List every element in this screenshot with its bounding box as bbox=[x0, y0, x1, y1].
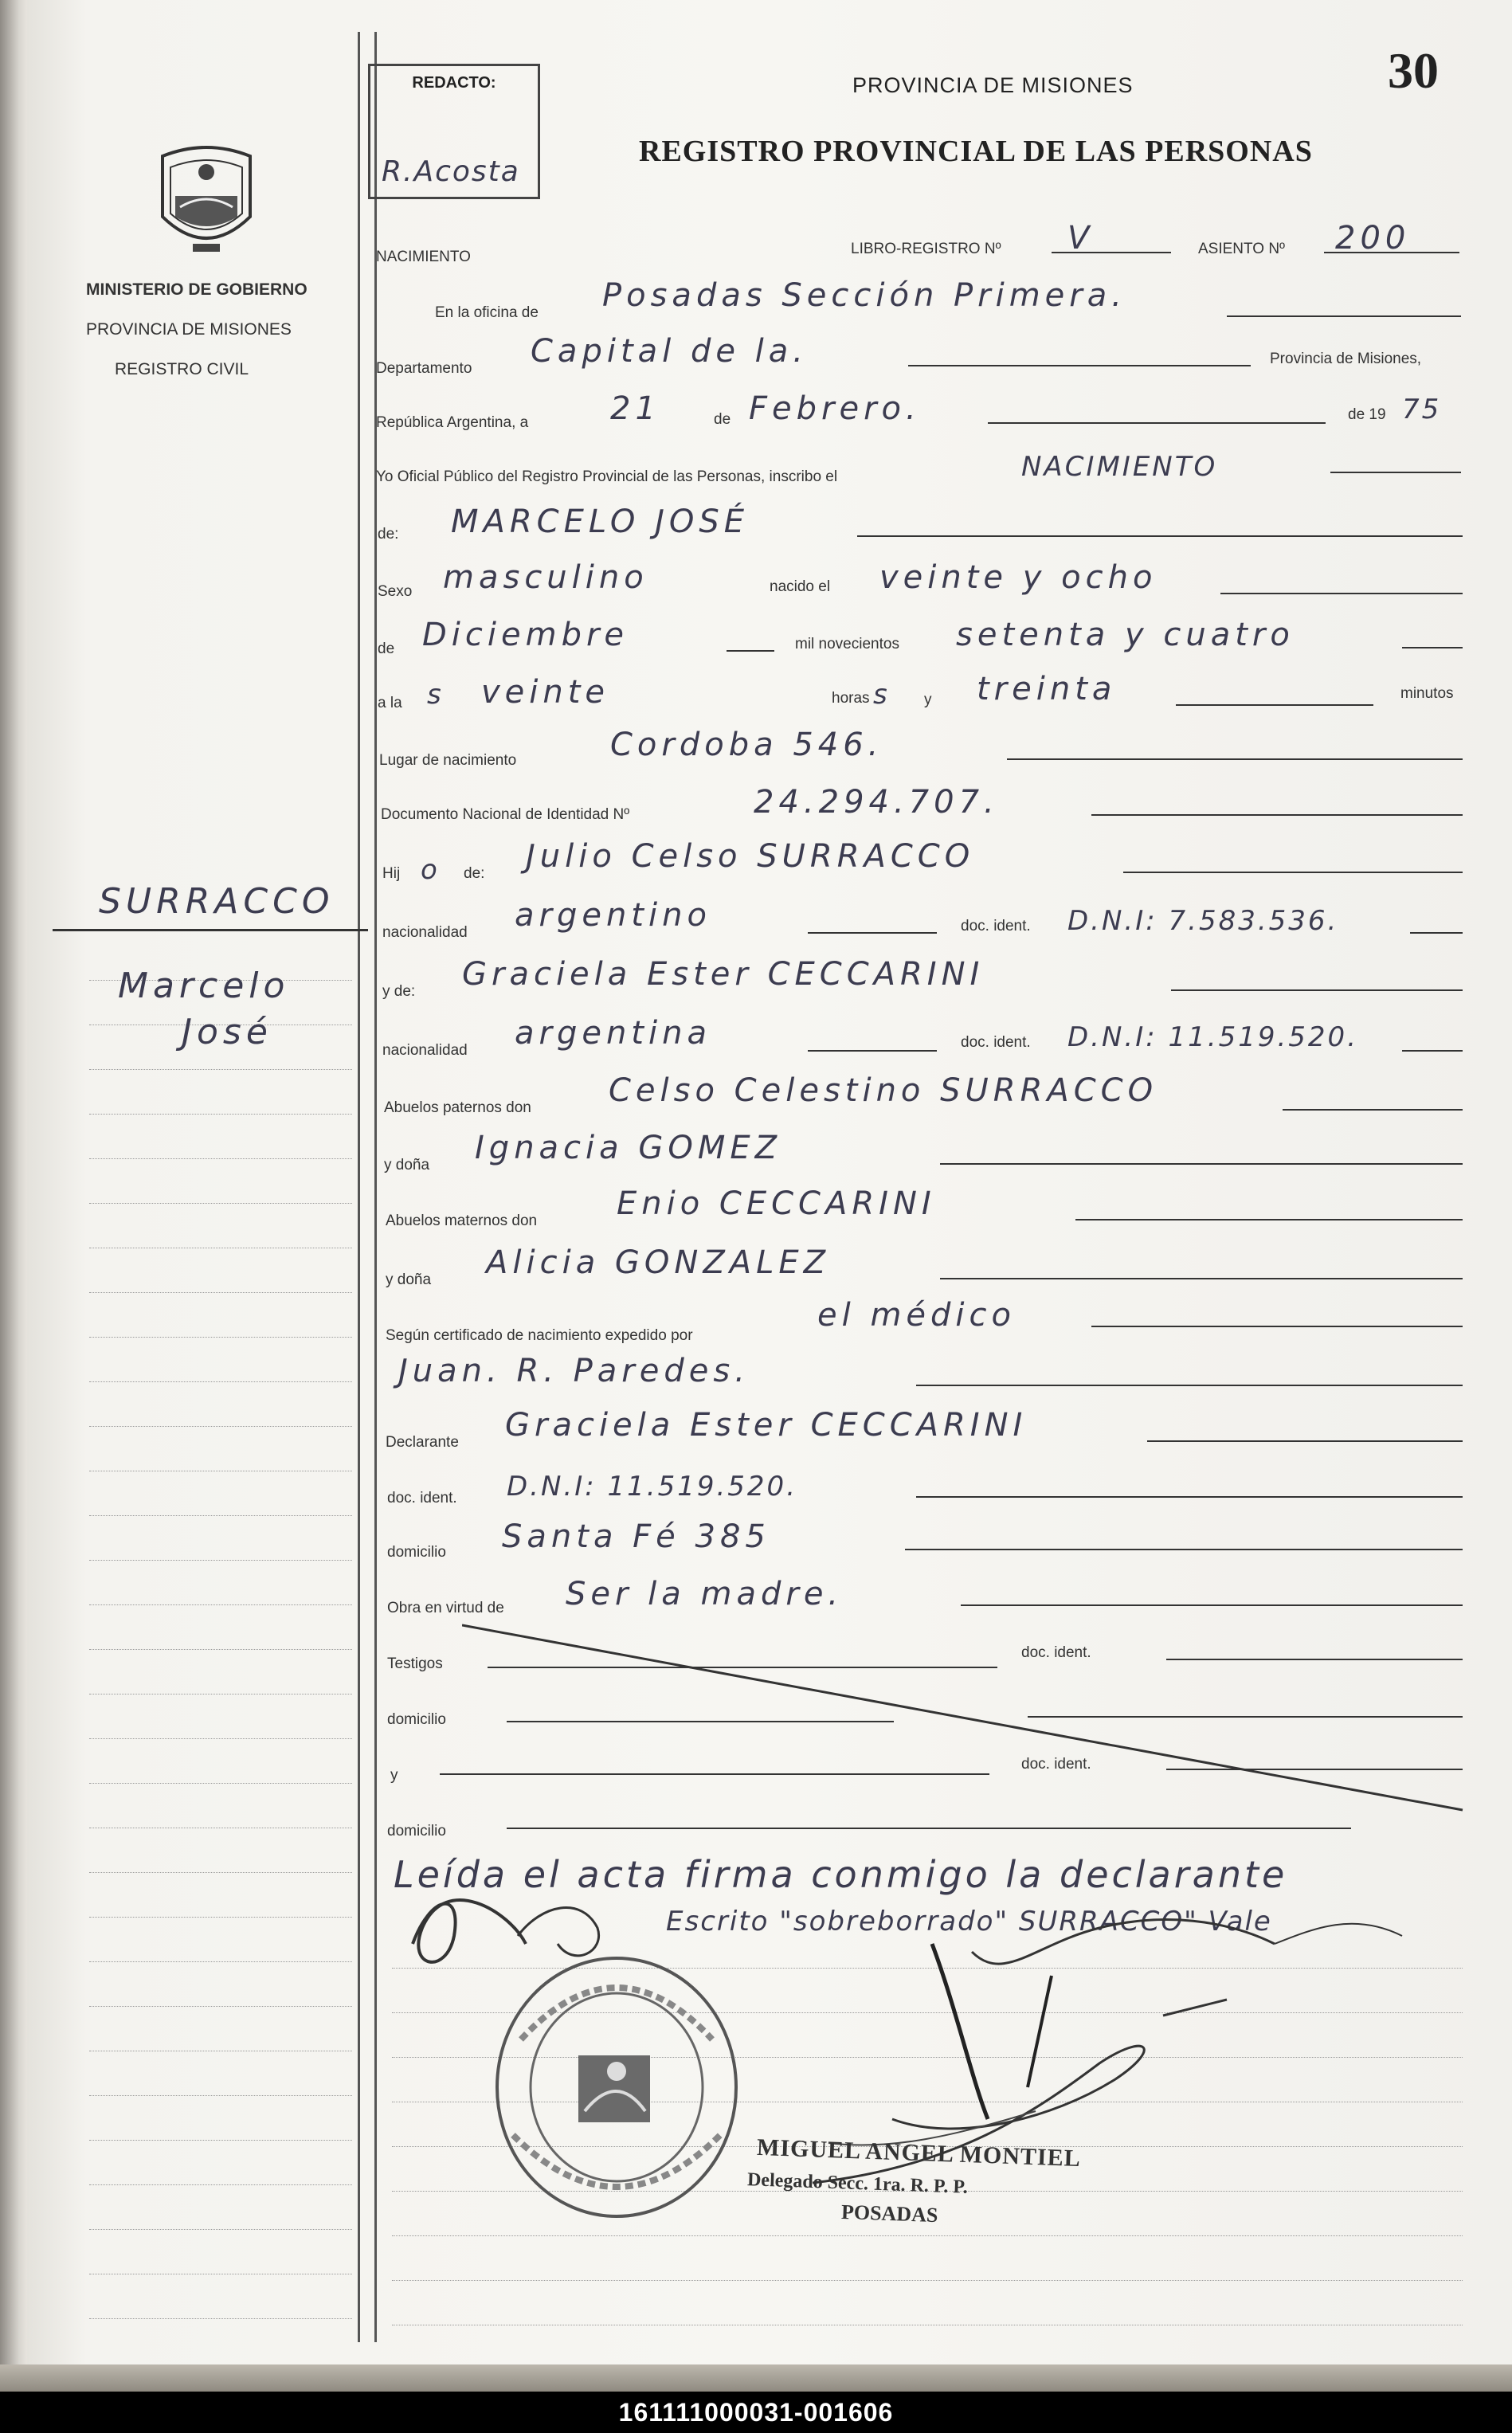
nombre-value: MARCELO JOSÉ bbox=[451, 503, 750, 540]
declarante-doc-label: doc. ident. bbox=[387, 1490, 457, 1506]
footer-code: 161111000031-001606 bbox=[618, 2398, 894, 2427]
header-provincia: PROVINCIA DE MISIONES bbox=[852, 73, 1134, 97]
republica-label: República Argentina, a bbox=[376, 414, 529, 431]
anio-value: 75 bbox=[1402, 394, 1442, 425]
hij-label: Hij bbox=[382, 865, 401, 882]
domicilio-label: domicilio bbox=[387, 1544, 446, 1561]
declarante-value: Graciela Ester CECCARINI bbox=[505, 1407, 1028, 1444]
padre-nacionalidad-line bbox=[808, 932, 937, 934]
abuela-materna-line bbox=[940, 1278, 1463, 1279]
margin-ruled-line bbox=[89, 2006, 352, 2007]
official-seal-icon bbox=[489, 1952, 744, 2223]
stamp-role: Delegado Secc. 1ra. R. P. P. bbox=[746, 2169, 969, 2198]
acto-line bbox=[1330, 472, 1461, 473]
declarante-label: Declarante bbox=[386, 1434, 459, 1451]
libro-registro-value: V bbox=[1067, 220, 1095, 257]
mes-value: Febrero. bbox=[749, 390, 921, 427]
testigo-2-label: y bbox=[390, 1767, 398, 1784]
hij-suffix: o bbox=[421, 854, 440, 886]
medico-line bbox=[916, 1385, 1463, 1386]
strike-through-line bbox=[462, 1622, 1466, 1813]
margin-ruled-line bbox=[89, 1069, 352, 1070]
lugar-label: Lugar de nacimiento bbox=[379, 752, 517, 769]
abuelo-materno-value: Enio CECCARINI bbox=[617, 1185, 936, 1222]
margin-ruled-line bbox=[89, 1381, 352, 1382]
abuelo-paterno-line bbox=[1283, 1109, 1463, 1111]
column-divider-left bbox=[358, 32, 360, 2342]
margin-ruled-line bbox=[89, 1426, 352, 1427]
margin-ruled-line bbox=[89, 1560, 352, 1561]
anio-nac-value: setenta y cuatro bbox=[956, 617, 1295, 653]
declarante-line bbox=[1147, 1440, 1463, 1442]
minutos-label: minutos bbox=[1400, 685, 1454, 702]
nacido-line bbox=[1220, 593, 1463, 594]
madre-doc-label: doc. ident. bbox=[961, 1034, 1031, 1051]
padre-line bbox=[1123, 872, 1463, 873]
margin-ruled-line bbox=[89, 1158, 352, 1159]
oficina-line bbox=[1227, 315, 1461, 317]
madre-nacionalidad-value: argentina bbox=[515, 1015, 711, 1052]
minutos-value: treinta bbox=[977, 671, 1117, 707]
abuela-materna-label: y doña bbox=[386, 1271, 432, 1288]
padre-doc-line bbox=[1410, 932, 1463, 934]
margin-ruled-line bbox=[89, 2140, 352, 2141]
horas-value: veinte bbox=[481, 674, 610, 711]
abuelos-paternos-label: Abuelos paternos don bbox=[384, 1099, 531, 1116]
madre-nacionalidad-label: nacionalidad bbox=[382, 1042, 468, 1059]
lugar-value: Cordoba 546. bbox=[610, 727, 883, 763]
oficial-label: Yo Oficial Público del Registro Provincial de las Personas, inscribo el bbox=[376, 468, 838, 485]
de-19-label: de 19 bbox=[1348, 406, 1386, 423]
redacto-label: REDACTO: bbox=[412, 74, 496, 92]
nombre-line bbox=[857, 535, 1463, 537]
nacido-el-label: nacido el bbox=[770, 578, 831, 595]
provincia-left-label: PROVINCIA DE MISIONES bbox=[86, 320, 292, 339]
stamp-name: MIGUEL ANGEL MONTIEL bbox=[756, 2133, 1082, 2172]
departamento-line bbox=[908, 365, 1251, 366]
padre-doc-value: D.N.I: 7.583.536. bbox=[1067, 905, 1339, 937]
testigo-1-doc-label: doc. ident. bbox=[1021, 1644, 1091, 1661]
margin-ruled-line bbox=[89, 1738, 352, 1739]
margin-given-name-2: José bbox=[182, 1012, 272, 1052]
margin-ruled-line bbox=[89, 1783, 352, 1784]
a-la-label: a la bbox=[378, 695, 402, 711]
nombre-label: de: bbox=[378, 526, 399, 543]
sexo-value: masculino bbox=[443, 559, 648, 596]
departamento-label: Departamento bbox=[376, 360, 472, 377]
page-number: 30 bbox=[1388, 42, 1439, 99]
asiento-label: ASIENTO Nº bbox=[1198, 241, 1285, 257]
closing-note-2: Escrito "sobreborrado" SURRACCO" Vale bbox=[666, 1906, 1272, 1937]
hij-de-label: de: bbox=[464, 865, 485, 882]
hora-prefix: s bbox=[427, 679, 444, 711]
margin-surname: SURRACCO bbox=[99, 881, 335, 922]
libro-registro-label: LIBRO-REGISTRO Nº bbox=[851, 241, 1001, 257]
testigo-1-domicilio-label: domicilio bbox=[387, 1711, 446, 1728]
testigo-2-domicilio-line bbox=[507, 1828, 1351, 1829]
padre-doc-label: doc. ident. bbox=[961, 918, 1031, 934]
header-registro: REGISTRO PROVINCIAL DE LAS PERSONAS bbox=[639, 135, 1313, 168]
domicilio-value: Santa Fé 385 bbox=[502, 1518, 770, 1555]
y-label: y bbox=[924, 692, 932, 708]
abuela-paterna-value: Ignacia GOMEZ bbox=[475, 1130, 782, 1166]
de-label: de bbox=[714, 411, 731, 428]
fecha-line bbox=[988, 422, 1326, 424]
anio-nac-line bbox=[1402, 647, 1463, 648]
mil-novecientos-label: mil novecientos bbox=[795, 636, 899, 652]
medico-value: Juan. R. Paredes. bbox=[398, 1353, 750, 1389]
margin-ruled-line bbox=[89, 1961, 352, 1962]
dni-line bbox=[1091, 814, 1463, 816]
margin-ruled-line bbox=[89, 2318, 352, 2319]
margin-given-name-1: Marcelo bbox=[118, 966, 290, 1006]
margin-ruled-line bbox=[89, 1649, 352, 1650]
madre-line bbox=[1171, 989, 1463, 991]
province-emblem-icon bbox=[148, 140, 264, 258]
margin-ruled-line bbox=[89, 1114, 352, 1115]
mes-nac-line bbox=[727, 650, 774, 652]
domicilio-line bbox=[905, 1549, 1463, 1550]
dia-value: 21 bbox=[610, 390, 660, 427]
testigo-2-doc-label: doc. ident. bbox=[1021, 1756, 1091, 1773]
margin-ruled-line bbox=[89, 1604, 352, 1605]
obra-line bbox=[961, 1604, 1463, 1606]
oficina-label: En la oficina de bbox=[435, 304, 539, 321]
departamento-value: Capital de la. bbox=[531, 333, 809, 370]
ministerio-label: MINISTERIO DE GOBIERNO bbox=[86, 280, 307, 299]
margin-ruled-line bbox=[89, 1292, 352, 1293]
libro-registro-line bbox=[1052, 252, 1171, 253]
margin-ruled-line bbox=[89, 1515, 352, 1516]
acto-value: NACIMIENTO bbox=[1021, 451, 1218, 483]
documento-label: Documento Nacional de Identidad Nº bbox=[381, 806, 630, 823]
padre-value: Julio Celso SURRACCO bbox=[526, 838, 975, 875]
book-bottom-edge bbox=[0, 2364, 1512, 2392]
margin-ruled-line bbox=[89, 2229, 352, 2230]
declarante-doc-line bbox=[916, 1496, 1463, 1498]
testigos-label: Testigos bbox=[387, 1655, 443, 1672]
declarante-doc-value: D.N.I: 11.519.520. bbox=[507, 1471, 797, 1503]
column-divider-right bbox=[374, 32, 377, 2342]
certificado-value: el médico bbox=[817, 1297, 1016, 1334]
testigo-2-domicilio-label: domicilio bbox=[387, 1823, 446, 1839]
obra-label: Obra en virtud de bbox=[387, 1600, 504, 1616]
redacto-value: R.Acosta bbox=[382, 155, 520, 188]
madre-doc-line bbox=[1402, 1050, 1463, 1052]
segun-label: Según certificado de nacimiento expedido por bbox=[386, 1327, 693, 1344]
provincia-misiones-label: Provincia de Misiones, bbox=[1270, 351, 1422, 367]
oficina-value: Posadas Sección Primera. bbox=[602, 277, 1126, 314]
lugar-line bbox=[1007, 758, 1463, 760]
mes-nac-label: de bbox=[378, 641, 395, 657]
margin-ruled-line bbox=[89, 2184, 352, 2185]
madre-value: Graciela Ester CECCARINI bbox=[462, 956, 985, 993]
certificado-line bbox=[1091, 1326, 1463, 1327]
stamp-city: POSADAS bbox=[840, 2200, 938, 2227]
asiento-line bbox=[1324, 252, 1459, 253]
margin-ruled-line bbox=[89, 1917, 352, 1918]
margin-divider bbox=[53, 929, 368, 931]
margin-ruled-line bbox=[89, 1872, 352, 1873]
abuela-paterna-label: y doña bbox=[384, 1157, 430, 1173]
madre-doc-value: D.N.I: 11.519.520. bbox=[1067, 1021, 1358, 1053]
closing-note-1: Leída el acta firma conmigo la declarante bbox=[394, 1853, 1288, 1896]
registro-civil-label: REGISTRO CIVIL bbox=[114, 360, 249, 378]
horas-label: horas bbox=[832, 690, 870, 707]
dni-value: 24.294.707. bbox=[754, 784, 999, 821]
madre-nacionalidad-line bbox=[808, 1050, 937, 1052]
mes-nac-value: Diciembre bbox=[422, 617, 629, 653]
minutos-line bbox=[1176, 704, 1373, 706]
abuela-materna-value: Alicia GONZALEZ bbox=[486, 1244, 831, 1281]
abuela-paterna-line bbox=[940, 1163, 1463, 1165]
horas-suffix: s bbox=[873, 679, 890, 711]
margin-ruled-line bbox=[89, 1337, 352, 1338]
asiento-value: 200 bbox=[1335, 220, 1411, 257]
y-de-label: y de: bbox=[382, 983, 416, 1000]
padre-nacionalidad-value: argentino bbox=[515, 897, 711, 934]
redacto-box bbox=[368, 64, 540, 199]
padre-nacionalidad-label: nacionalidad bbox=[382, 924, 468, 941]
margin-ruled-line bbox=[89, 2095, 352, 2096]
abuelo-paterno-value: Celso Celestino SURRACCO bbox=[609, 1072, 1158, 1109]
margin-ruled-line bbox=[89, 1203, 352, 1204]
obra-value: Ser la madre. bbox=[566, 1576, 844, 1612]
abuelo-materno-line bbox=[1075, 1219, 1463, 1220]
abuelos-maternos-label: Abuelos maternos don bbox=[386, 1213, 538, 1229]
sexo-label: Sexo bbox=[378, 583, 413, 600]
nacido-el-value: veinte y ocho bbox=[879, 559, 1158, 596]
nacimiento-label: NACIMIENTO bbox=[376, 249, 471, 265]
